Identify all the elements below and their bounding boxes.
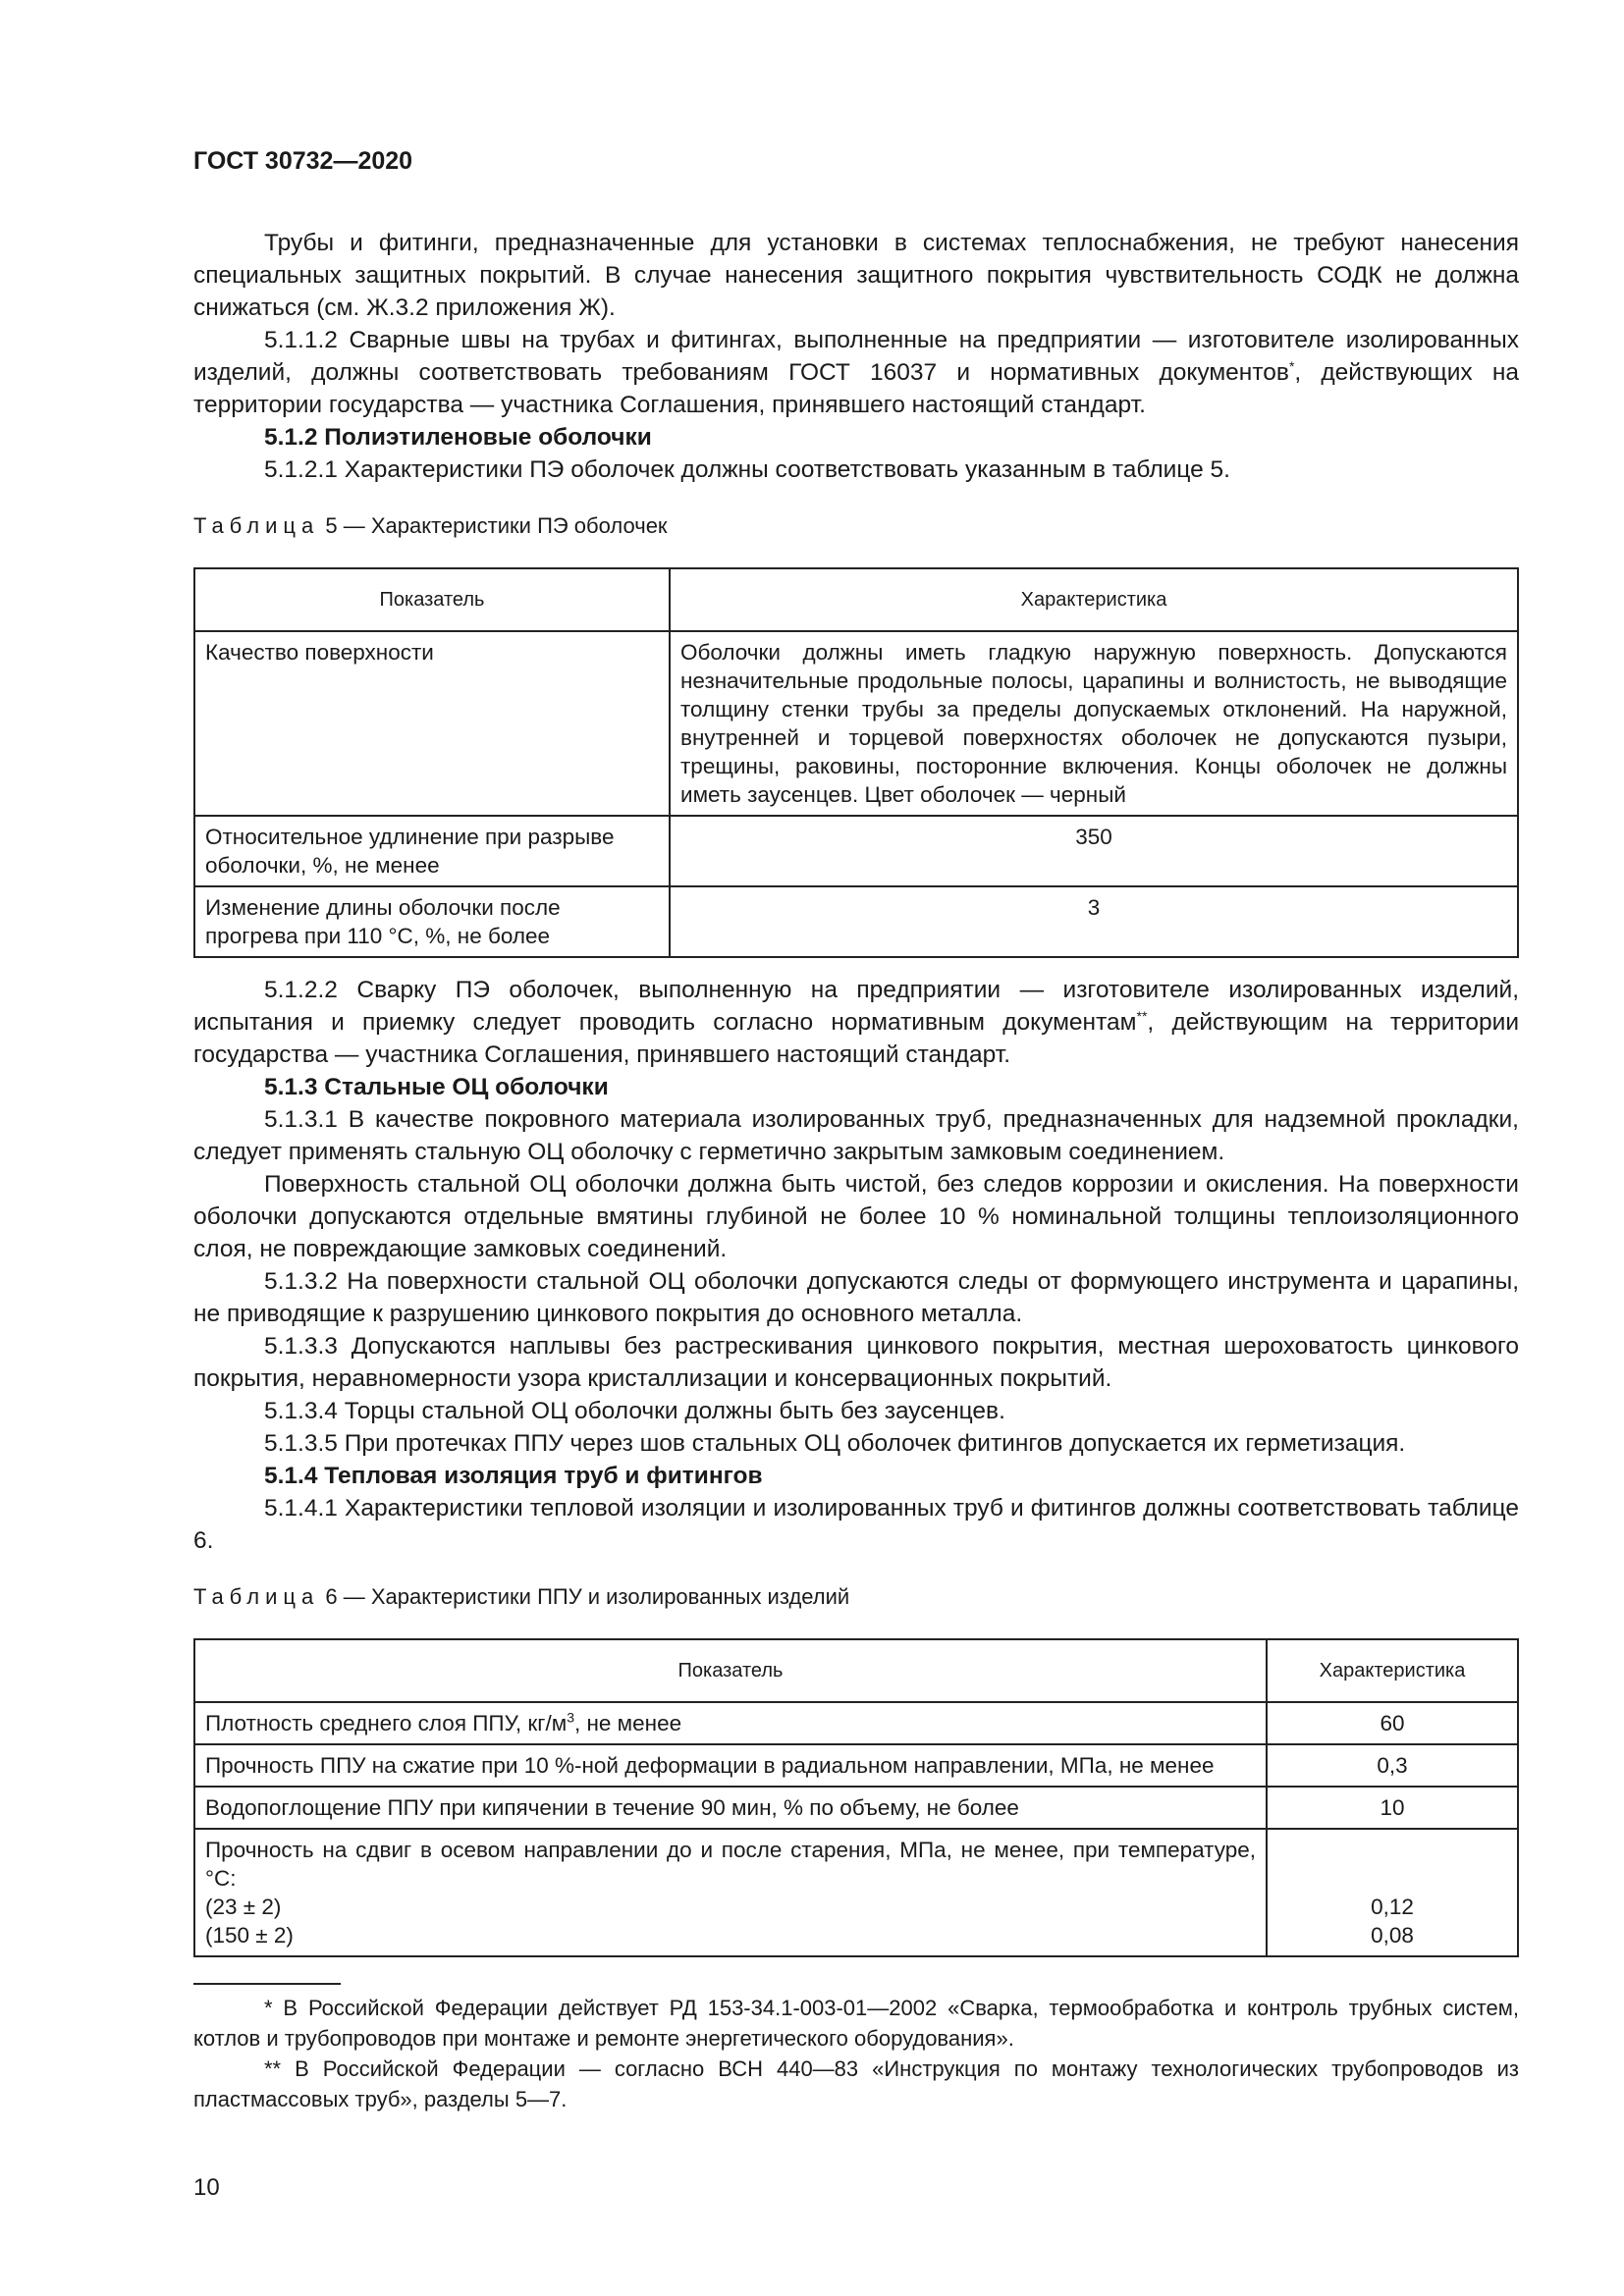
paragraph-5-1-3-4: 5.1.3.4 Торцы стальной ОЦ оболочки должны быть без заусенцев. <box>264 1398 1005 1424</box>
paragraph: Трубы и фитинги, предназначенные для установки в системах теплоснабжения, не требуют нанесения специальных защитных покрытий. В случае нанесения защитного покрытия чувствительность СОДК не должна снижаться (см. Ж.3.2 приложения Ж). <box>193 230 1519 321</box>
table-cell: 350 <box>670 816 1518 886</box>
table-6-caption <box>193 1580 1519 1613</box>
paragraph-5-1-3-5: 5.1.3.5 При протечках ППУ через шов стальных ОЦ оболочек фитингов допускается их герметизация. <box>264 1430 1406 1457</box>
section-heading-5-1-3: 5.1.3 Стальные ОЦ оболочки <box>264 1074 609 1100</box>
caption-text: 5 — Характеристики ПЭ оболочек <box>319 513 668 538</box>
section-heading-5-1-2: 5.1.2 Полиэтиленовые оболочки <box>264 424 652 451</box>
footnote <box>193 2054 1519 2114</box>
paragraph-text: , действующих на территории государства — участника Соглашения, принявшего настоящий стандарт. <box>193 359 1519 418</box>
cell-subitem: (23 ± 2) <box>205 1895 282 1919</box>
table-6 <box>193 1638 1519 1957</box>
paragraph-text: 5.1.2.2 Сварку ПЭ оболочек, выполненную на предприятии — изготовителе изолированных изделий, испытания и приемку следует проводить согласно нормативным документам <box>193 977 1519 1036</box>
table-cell <box>1267 1829 1518 1956</box>
superscript: 3 <box>567 1709 574 1726</box>
footnote-mark: * <box>264 1996 273 2020</box>
table-5-caption <box>193 509 1519 542</box>
document-body <box>193 227 1519 2114</box>
table-cell: Качество поверхности <box>194 631 670 816</box>
table-cell: 0,3 <box>1267 1744 1518 1787</box>
paragraph-5-1-2-1: 5.1.2.1 Характеристики ПЭ оболочек должны соответствовать указанным в таблице 5. <box>264 456 1230 483</box>
table-cell: 3 <box>670 886 1518 957</box>
footnote-text: В Российской Федерации действует РД 153-34.1-003-01—2002 «Сварка, термообработка и контроль трубных систем, котлов и трубопроводов при монтаже и ремонте энергетического оборудования». <box>193 1996 1519 2051</box>
footnotes <box>193 1993 1519 2114</box>
table-cell <box>194 1829 1267 1956</box>
table-row <box>194 631 1518 816</box>
table-cell: Изменение длины оболочки после прогрева при 110 °С, %, не более <box>194 886 670 957</box>
footnote-text: В Российской Федерации — согласно ВСН 440—83 «Инструкция по монтажу технологических трубопроводов из пластмассовых труб», разделы 5—7. <box>193 2056 1519 2111</box>
paragraph-text: , действующим на территории государства — участника Соглашения, принявшего настоящий стандарт. <box>193 1009 1519 1068</box>
paragraph-text: 5.1.1.2 Сварные швы на трубах и фитингах, выполненные на предприятии — изготовителе изолированных изделий, должны соответствовать требованиям ГОСТ 16037 и нормативных документов <box>193 327 1519 386</box>
caption-label: Таблица <box>193 1584 320 1609</box>
document-header: ГОСТ 30732—2020 <box>193 147 413 175</box>
table-cell: Относительное удлинение при разрыве оболочки, %, не менее <box>194 816 670 886</box>
paragraph-5-1-1-2 <box>193 324 1519 421</box>
table-row <box>194 886 1518 957</box>
column-header: Показатель <box>194 568 670 631</box>
cell-text: , не менее <box>573 1711 682 1735</box>
footnote-divider <box>193 1983 341 1985</box>
table-cell: Водопоглощение ППУ при кипячении в течение 90 мин, % по объему, не более <box>194 1787 1267 1829</box>
column-header: Характеристика <box>670 568 1518 631</box>
caption-text: 6 — Характеристики ППУ и изолированных изделий <box>319 1584 850 1609</box>
caption-label: Таблица <box>193 513 320 538</box>
table-row <box>194 1744 1518 1787</box>
table-5 <box>193 567 1519 958</box>
column-header: Характеристика <box>1267 1639 1518 1702</box>
paragraph-5-1-3-3: 5.1.3.3 Допускаются наплывы без растрескивания цинкового покрытия, местная шероховатость цинкового покрытия, неравномерности узора кристаллизации и консервационных покрытий. <box>193 1333 1519 1392</box>
footnote-ref: * <box>1288 357 1295 374</box>
table-row <box>194 1702 1518 1744</box>
table-cell: 60 <box>1267 1702 1518 1744</box>
paragraph-5-1-3-2: 5.1.3.2 На поверхности стальной ОЦ оболочки допускаются следы от формующего инструмента и царапины, не приводящие к разрушению цинкового покрытия до основного металла. <box>193 1268 1519 1327</box>
table-cell <box>194 1702 1267 1744</box>
paragraph-5-1-3-1: 5.1.3.1 В качестве покровного материала изолированных труб, предназначенных для надземной прокладки, следует применять стальную ОЦ оболочку с герметично закрытым замковым соединением. <box>193 1106 1519 1165</box>
table-cell: 10 <box>1267 1787 1518 1829</box>
column-header: Показатель <box>194 1639 1267 1702</box>
table-header-row <box>194 568 1518 631</box>
table-row <box>194 1829 1518 1956</box>
table-header-row <box>194 1639 1518 1702</box>
cell-text: Плотность среднего слоя ППУ, кг/м <box>205 1711 568 1735</box>
table-cell: Оболочки должны иметь гладкую наружную поверхность. Допускаются незначительные продольные полосы, царапины и волнистость, не выводящие толщину стенки трубы за пределы допускаемых отклонений. На наружной, внутренней и торцевой поверхностях оболочек не допускаются пузыри, трещины, раковины, посторонние включения. Концы оболочек не должны иметь заусенцев. Цвет оболочек — черный <box>670 631 1518 816</box>
page-number: 10 <box>193 2174 220 2201</box>
table-row <box>194 1787 1518 1829</box>
paragraph-5-1-2-2 <box>193 974 1519 1071</box>
paragraph: Поверхность стальной ОЦ оболочки должна быть чистой, без следов коррозии и окисления. На поверхности оболочки допускаются отдельные вмятины глубиной не более 10 % номинальной толщины теплоизоляционного слоя, не повреждающие замковых соединений. <box>193 1171 1519 1262</box>
cell-text: Прочность на сдвиг в осевом направлении до и после старения, МПа, не менее, при температуре, °С: <box>205 1838 1256 1891</box>
cell-value: 0,12 <box>1371 1895 1414 1919</box>
section-heading-5-1-4: 5.1.4 Тепловая изоляция труб и фитингов <box>264 1463 763 1489</box>
footnote-ref: ** <box>1136 1007 1148 1024</box>
table-row <box>194 816 1518 886</box>
footnote-mark: ** <box>264 2056 282 2081</box>
cell-subitem: (150 ± 2) <box>205 1923 294 1948</box>
table-cell: Прочность ППУ на сжатие при 10 %-ной деформации в радиальном направлении, МПа, не менее <box>194 1744 1267 1787</box>
cell-value: 0,08 <box>1371 1923 1414 1948</box>
paragraph-5-1-4-1: 5.1.4.1 Характеристики тепловой изоляции и изолированных труб и фитингов должны соответствовать таблице 6. <box>193 1495 1519 1554</box>
footnote <box>193 1993 1519 2054</box>
